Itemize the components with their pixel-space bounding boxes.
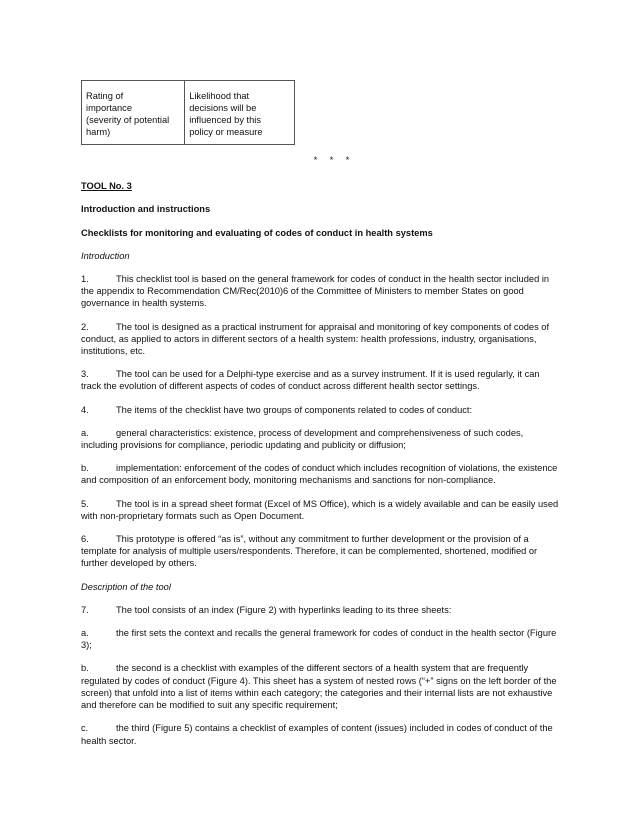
paragraph-number: 6. xyxy=(81,534,89,545)
likelihood-cell: Likelihood that decisions will be influenced by this policy or measure xyxy=(185,81,295,145)
paragraph-number: a. xyxy=(81,628,89,639)
heading-checklists: Checklists for monitoring and evaluating of codes of conduct in health systems xyxy=(81,227,433,238)
paragraph xyxy=(81,604,559,616)
introduction-label: Introduction xyxy=(81,250,130,261)
rating-table xyxy=(81,80,295,145)
paragraph-number: a. xyxy=(81,427,89,438)
paragraph-number: b. xyxy=(81,663,89,674)
paragraph-text: implementation: enforcement of the codes of conduct which includes recognition of violations, the existence and composition of an enforcement body, monitoring mechanisms and sanctions for non-compliance. xyxy=(81,463,558,486)
heading-intro-instructions: Introduction and instructions xyxy=(81,204,211,215)
paragraph-number: 4. xyxy=(81,404,89,415)
paragraph-number: b. xyxy=(81,463,89,474)
paragraph-number: 7. xyxy=(81,604,89,615)
paragraph xyxy=(81,662,559,711)
paragraph-number: 1. xyxy=(81,274,89,285)
paragraph-text: This prototype is offered “as is”, without any commitment to further development or the provision of a template for analysis of multiple users/respondents. Therefore, it can be complemented, shortened, modified or further developed by others. xyxy=(81,534,538,569)
paragraph-text: This checklist tool is based on the general framework for codes of conduct in the health sector included in the appendix to Recommendation CM/Rec(2010)6 of the Committee of Ministers to member States on good governance in health systems. xyxy=(81,274,550,309)
paragraph xyxy=(81,368,559,392)
paragraph-text: the third (Figure 5) contains a checklist of examples of content (issues) included in codes of conduct of the health sector. xyxy=(81,723,553,746)
tool-title: TOOL No. 3 xyxy=(81,181,132,192)
paragraph xyxy=(81,533,559,570)
paragraph-text: The items of the checklist have two groups of components related to codes of conduct: xyxy=(116,404,473,415)
description-paragraphs xyxy=(81,604,559,747)
paragraph-text: the second is a checklist with examples of the different sectors of a health system that are frequently regulated by codes of conduct (Figure 4). This sheet has a system of nested rows (“+” signs on the left border of the screen) that unfold into a list of items within each category; the categories and their internal lists are not exhaustive and therefore can be modified to suit any specific requirement; xyxy=(81,663,557,711)
paragraph xyxy=(81,427,559,451)
paragraph-text: The tool can be used for a Delphi-type exercise and as a survey instrument. If it is used regularly, it can track the evolution of different aspects of codes of conduct across different health sector settings. xyxy=(81,369,540,392)
paragraph xyxy=(81,321,559,358)
document-page xyxy=(81,80,559,747)
paragraph-number: c. xyxy=(81,723,89,734)
paragraph xyxy=(81,498,559,522)
paragraph xyxy=(81,627,559,651)
paragraph-number: 2. xyxy=(81,321,89,332)
intro-paragraphs xyxy=(81,273,559,570)
paragraph-text: The tool is in a spread sheet format (Excel of MS Office), which is a widely available and can be easily used with non-proprietary formats such as Open Document. xyxy=(81,498,559,521)
paragraph-text: the first sets the context and recalls the general framework for codes of conduct in the health sector (Figure 3); xyxy=(81,628,557,651)
paragraph-text: The tool is designed as a practical instrument for appraisal and monitoring of key components of codes of conduct, as applied to actors in different sectors of a health system: health professions, industry, organisations, institutions, etc. xyxy=(81,321,550,357)
paragraph-text: The tool consists of an index (Figure 2) with hyperlinks leading to its three sheets: xyxy=(116,604,452,615)
paragraph xyxy=(81,462,559,486)
paragraph xyxy=(81,273,559,310)
paragraph-number: 5. xyxy=(81,498,89,509)
paragraph-number: 3. xyxy=(81,369,89,380)
description-label: Description of the tool xyxy=(81,581,171,592)
rating-importance-cell: Rating of importance (severity of potential harm) xyxy=(82,81,185,145)
paragraph xyxy=(81,722,559,746)
paragraph-text: general characteristics: existence, process of development and comprehensiveness of such codes, including provisions for compliance, periodic updating and publicity or diffusion; xyxy=(81,427,524,451)
section-separator: * * * xyxy=(313,155,355,165)
paragraph xyxy=(81,404,559,416)
